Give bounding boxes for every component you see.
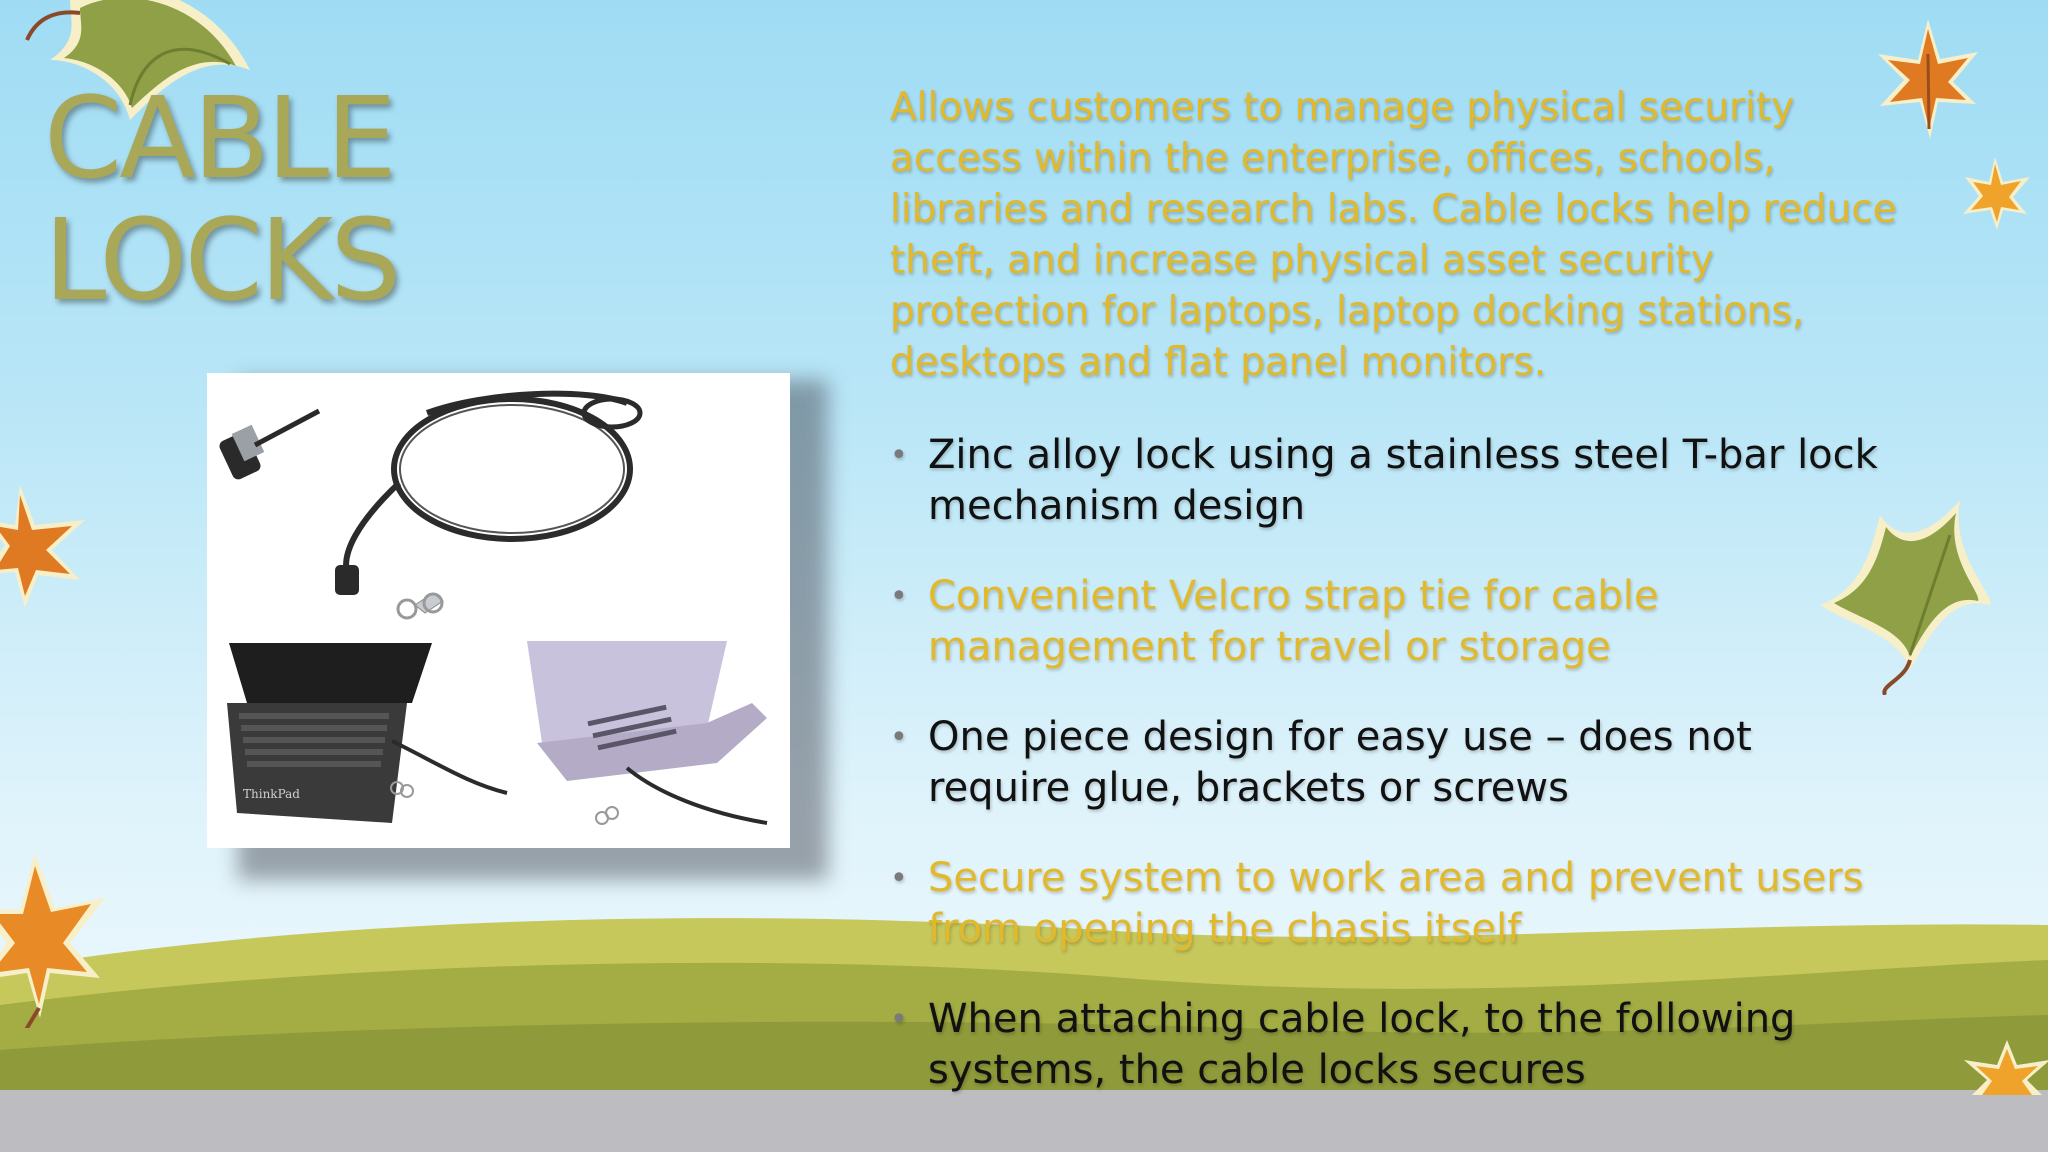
bullet-marker: • [890,861,908,896]
leaf-orange-bottom-left-icon [0,848,115,1028]
bullet-marker: • [890,438,908,473]
bullet-item [890,571,1900,673]
bullet-item [890,853,1900,955]
bullet-marker: • [890,579,908,614]
cable-lock-product-icon [207,373,790,848]
leaf-orange-small-right-icon [1955,152,2035,232]
bullet-item [890,430,1900,532]
leaf-orange-left-icon [0,480,100,610]
bullet-text: Secure system to work area and prevent users from opening the chasis itself [928,855,1864,952]
bullet-text: Convenient Velcro strap tie for cable management for travel or storage [928,573,1659,670]
leaf-stem-top-left-icon [22,5,82,45]
slide-content [890,82,1900,1135]
laptop-brand-label: ThinkPad [243,787,300,801]
bullet-marker: • [890,720,908,755]
bullet-marker: • [890,1002,908,1037]
slide-title: CABLE LOCKS [44,74,399,326]
bullet-text: When attaching cable lock, to the following systems, the cable locks secures [928,996,1796,1093]
cable-lock-photo [207,373,790,848]
leaf-orange-bottom-right-icon [1962,1035,2048,1095]
bullet-item [890,994,1900,1096]
bullet-text: Zinc alloy lock using a stainless steel T-bar lock mechanism design [928,432,1878,529]
intro-paragraph: Allows customers to manage physical security access within the enterprise, offices, schools, libraries and research labs. Cable locks help reduce theft, and increase physical asset security protection for laptops, laptop docking stations, desktops and flat panel monitors. [890,85,1897,385]
bullet-text: One piece design for easy use – does not require glue, brackets or screws [928,714,1752,811]
bullet-item [890,712,1900,814]
